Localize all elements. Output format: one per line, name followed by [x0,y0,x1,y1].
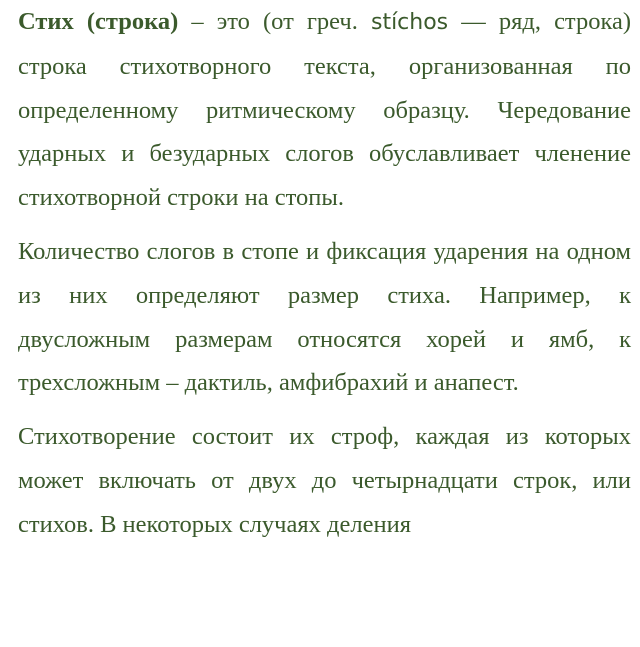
definition-rest: — ряд, строка) строка стихотворного текста, организованная по определенному ритмическому образцу. Чередование ударных и безударных слогов обуславливает членение стихотворной строки на стопы. [18,8,632,212]
paragraph-meter: Количество слогов в стопе и фиксация ударения на одном из них определяют размер стиха. Например, к двусложным размерам относятся хорей и ямб, к трехсложным – дактиль, амфибрахий и анапест. [18,237,631,397]
article-text [18,0,631,547]
definition-intro: – это (от греч. [178,8,371,35]
term-stikh: Стих (строка) [18,8,179,35]
greek-word: stíchos [370,10,449,35]
paragraph-stanza: Стихотворение состоит их строф, каждая из которых может включать от двух до четырнадцати строк, или стихов. В некоторых случаях деления [18,423,631,538]
paragraph-definition [18,0,631,220]
